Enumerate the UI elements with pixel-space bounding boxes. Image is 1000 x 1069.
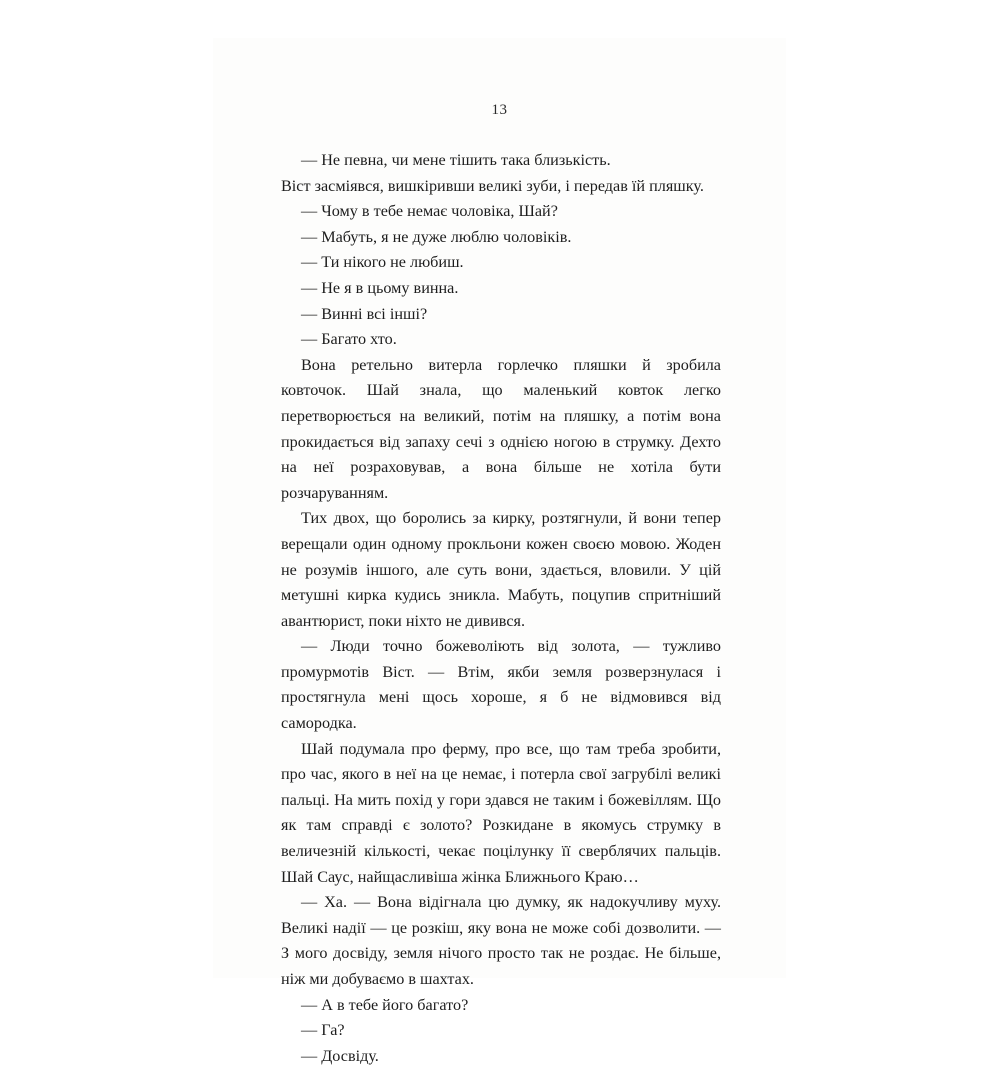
paragraph: — Винні всі інші? — [301, 304, 428, 323]
paragraph: — А в тебе його багато? — [301, 995, 469, 1014]
paragraph: — Ти нікого не любиш. — [301, 253, 464, 272]
paragraph: Тих двох, що боролись за кирку, розтягнули, й вони тепер верещали один одному прокльони кожен своєю мовою. Жоден не розумів іншого, але суть вони, здається, вловили. У цій метушні кирка кудись зникла. Мабуть, поцупив спритніший авантюрист, поки ніхто не дивився. — [281, 509, 721, 630]
paragraph: Віст засміявся, вишкіривши великі зуби, і передав їй пляшку. — [281, 176, 704, 195]
paragraph: — Досвіду. — [301, 1046, 379, 1065]
book-page — [213, 38, 786, 1065]
body-text — [281, 148, 721, 1069]
paragraph: — Га? — [301, 1021, 345, 1040]
paragraph: — Не певна, чи мене тішить така близькість. — [301, 151, 611, 169]
paragraph: — Мабуть, я не дуже люблю чоловіків. — [301, 227, 572, 246]
page-number: 13 — [491, 102, 508, 118]
paragraph: — Люди точно божеволіють від золота, — тужливо промурмотів Віст. — Втім, якби земля розверзнулася і простягнула мені щось хороше, я б не відмовився від самородка. — [281, 637, 721, 733]
paragraph: Вона ретельно витерла горлечко пляшки й зробила ковточок. Шай знала, що маленький ковток легко перетворюється на великий, потім на пляшку, а потім вона прокидається від запаху сечі з однією ногою в струмку. Дехто на неї розраховував, а вона більше не хотіла бути розчаруванням. — [281, 355, 721, 502]
paragraph: — Ха. — Вона відігнала цю думку, як надокучливу муху. Великі надії — це розкіш, яку вона не може собі дозволити. — З мого досвіду, земля нічого просто так не роздає. Не більше, ніж ми добуваємо в шахтах. — [281, 893, 721, 988]
paragraph: — Не я в цьому винна. — [301, 278, 459, 297]
paragraph: — Багато хто. — [301, 330, 397, 349]
paragraph: Шай подумала про ферму, про все, що там треба зробити, про час, якого в неї на це немає, і потерла свої загрубілі великі пальці. На мить похід у гори здався не таким і божевіллям. Що як там справді є золото? Розкидане в якомусь струмку в величезній кількості, чекає поцілунку її сверблячих пальців. Шай Саус, найщасливіша жінка Ближнього Краю… — [281, 739, 721, 886]
paragraph: — Чому в тебе немає чоловіка, Шай? — [301, 202, 558, 221]
